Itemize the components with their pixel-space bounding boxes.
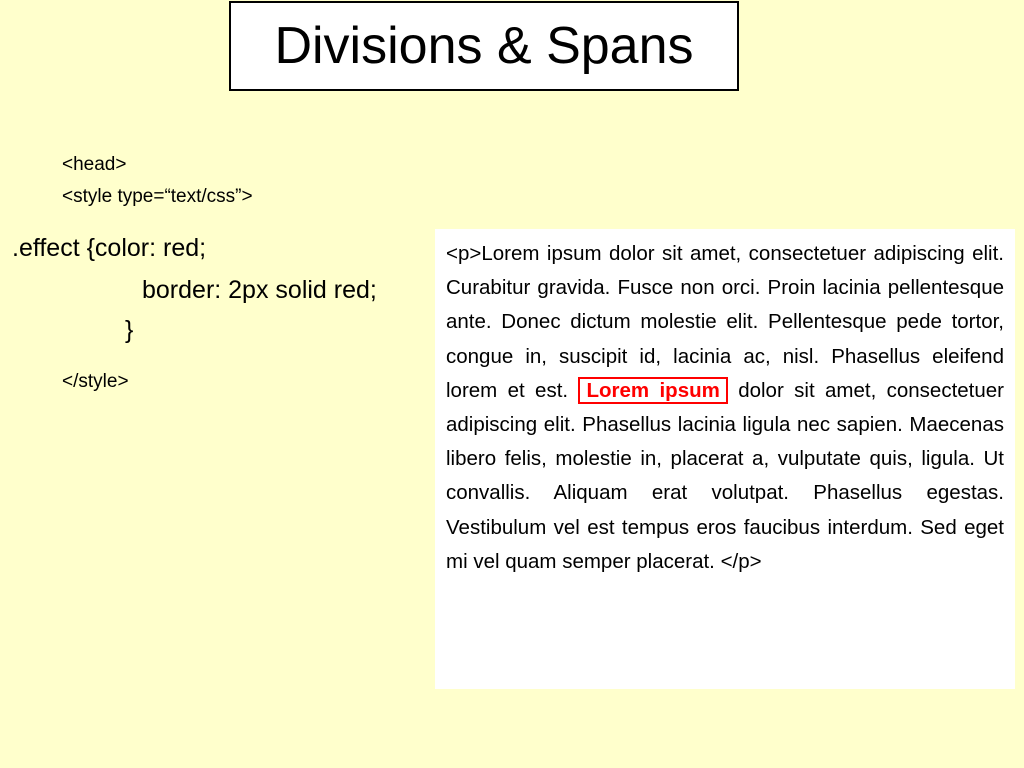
slide-title-box [229,1,739,91]
effect-span: Lorem ipsum [578,377,727,404]
code-head-open: <head> [62,154,127,175]
code-style-close: </style> [62,371,129,392]
code-rule-selector: .effect {color: red; [12,234,207,262]
code-rule-close: } [125,316,134,344]
slide-title: Divisions & Spans [274,17,694,75]
rendered-example-panel [435,229,1015,689]
code-rule-border: border: 2px solid red; [142,276,377,304]
paragraph-text-after: dolor sit amet, consectetuer adipiscing elit. Phasellus lacinia ligula nec sapien. Maecenas libero felis, molestie in, placerat a, vulputate quis, ligula. Ut convallis. Aliquam erat volutpat. Phasellus egestas. Vestibulum vel est tempus eros faucibus interdum. Sed eget mi vel quam semper placerat. </p> [446,378,1004,573]
example-paragraph [446,237,1004,579]
code-style-open: <style type=“text/css”> [62,186,253,207]
paragraph-text-before: <p>Lorem ipsum dolor sit amet, consectetuer adipiscing elit. Curabitur gravida. Fusce non orci. Proin lacinia pellentesque ante. Donec dictum molestie elit. Pellentesque pede tortor, congue in, suscipit id, lacinia ac, nisl. Phasellus eleifend lorem et est. [446,242,1004,402]
